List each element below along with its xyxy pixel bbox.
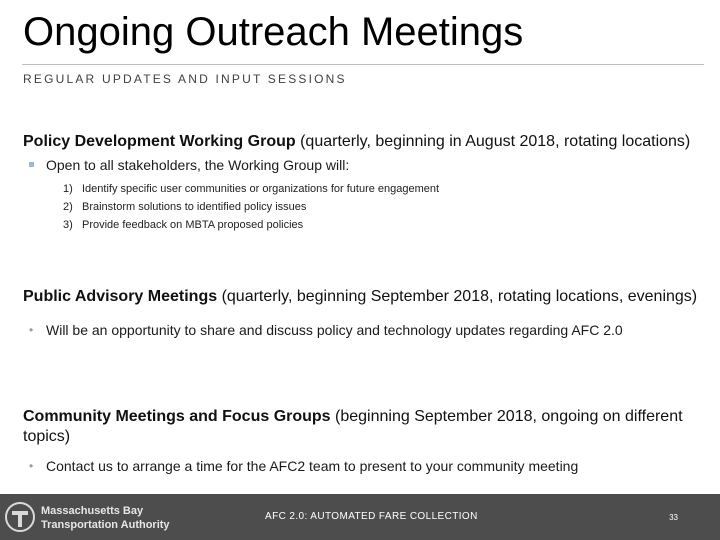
square-bullet-icon [29,162,34,167]
list-item-text: Brainstorm solutions to identified policy issues [82,201,307,213]
section-heading-bold: Public Advisory Meetings [23,288,218,305]
section-heading-detail: (quarterly, beginning September 2018, rotating locations, evenings) [217,288,698,305]
org-name-line2: Transportation Authority [41,519,170,531]
list-item-text: Identify specific user communities or organizations for future engagement [82,183,440,195]
section-heading-detail: (quarterly, beginning in August 2018, rotating locations) [295,133,691,150]
bullet-item [23,321,686,339]
section-heading-bold: Policy Development Working Group [23,133,296,150]
numbered-list [23,180,703,234]
footer-caption: AFC 2.0: AUTOMATED FARE COLLECTION [265,511,478,522]
org-name [41,504,170,532]
bullet-item [23,457,703,475]
org-name-line1: Massachusetts Bay [41,505,144,517]
bullet-text: Contact us to arrange a time for the AFC2 team to present to your community meeting [46,458,579,474]
section-heading [23,287,703,307]
section-heading [23,132,703,152]
section-heading [23,407,703,447]
section-community-meetings [23,407,703,475]
title-divider [22,64,704,65]
page-title: Ongoing Outreach Meetings [23,10,524,54]
list-item [63,198,703,216]
footer-bar [0,494,720,540]
section-heading-detail: (beginning September 2018, ongoing on different topics) [23,408,683,445]
list-item-text: Provide feedback on MBTA proposed policies [82,219,304,231]
list-number: 2) [63,201,73,213]
page-subtitle: REGULAR UPDATES AND INPUT SESSIONS [23,72,347,86]
section-policy-working-group [23,132,703,234]
list-number: 3) [63,219,73,231]
list-item [63,216,703,234]
section-heading-bold: Community Meetings and Focus Groups [23,408,331,425]
bullet-text: Open to all stakeholders, the Working Group will: [46,157,350,173]
section-public-advisory [23,287,703,339]
bullet-dot-icon: • [29,323,34,337]
page-number: 33 [669,513,678,522]
mbta-t-logo-icon [5,502,35,532]
bullet-dot-icon: • [29,459,34,473]
bullet-text: Will be an opportunity to share and discuss policy and technology updates regarding AFC 2.0 [46,322,623,338]
list-number: 1) [63,183,73,195]
bullet-item [23,156,703,174]
list-item [63,180,703,198]
